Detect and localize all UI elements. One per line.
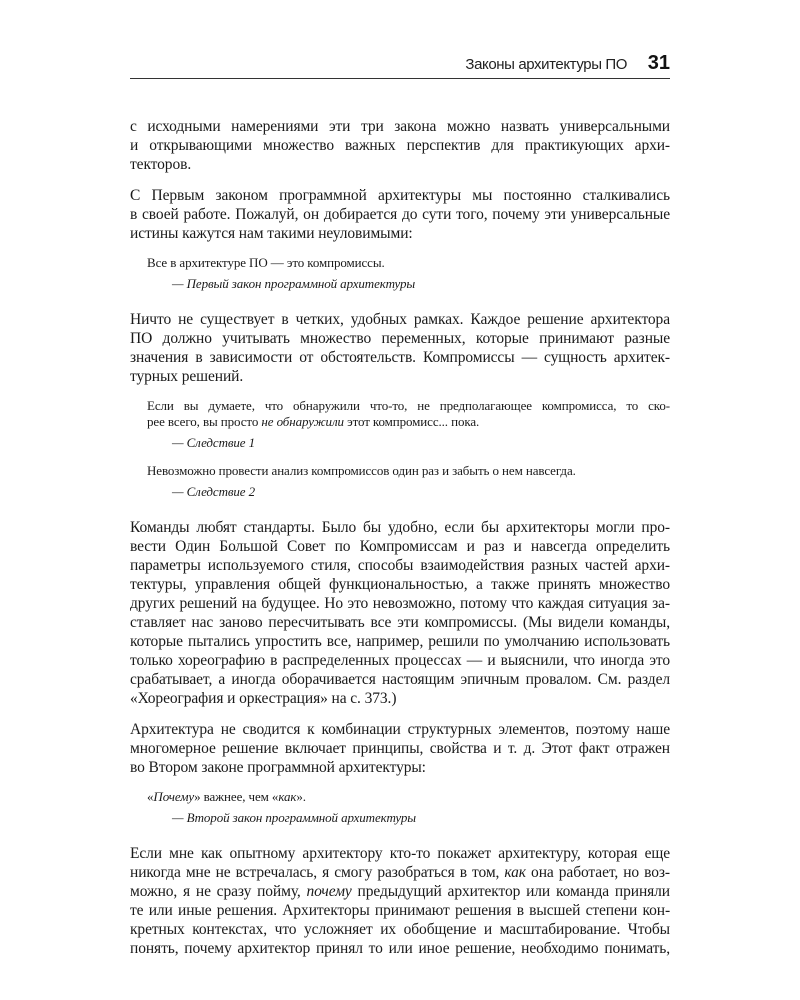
header-rule <box>130 78 670 79</box>
law-quote-1 <box>147 255 670 292</box>
quote-text: Если вы думаете, что обнаружили что-то, не предполагающее компромисса, то ско- <box>147 398 670 413</box>
text-line: многомерное решение включает принципы, свойства и т. д. Этот факт отражен <box>130 740 670 757</box>
quote-attribution: — Первый закон программной архитектуры <box>172 276 416 291</box>
text-line: понять, почему архитектор принял то или иное решение, необходимо понимать, <box>130 940 670 957</box>
emphasis: Почему <box>153 789 195 804</box>
emphasis: не обнаружили <box>261 414 344 429</box>
text-line: вести Один Большой Совет по Компромиссам и раз и навсегда определить <box>130 538 670 555</box>
text-line: кретных контекстах, что усложняет их обобщение и масштабирование. Чтобы <box>130 921 670 938</box>
text-line: срабатывает, а иногда оборачивается настоящим эпичным провалом. См. раздел <box>130 671 670 688</box>
text-line <box>130 882 670 901</box>
emphasis: почему <box>306 883 352 900</box>
quote-attribution: — Следствие 2 <box>172 484 256 499</box>
paragraph-2 <box>130 186 670 243</box>
text-line: которые пытались упростить все, например, решили по умолчанию использовать <box>130 633 670 650</box>
text-run: можно, я не сразу пойму, <box>130 883 307 900</box>
running-header <box>130 54 670 80</box>
page-number: 31 <box>647 52 670 74</box>
paragraph-1 <box>130 117 670 174</box>
paragraph-4 <box>130 518 670 708</box>
text-line: тектуры, управления общей функциональностью, а также принять множество <box>130 576 670 593</box>
corollary-2 <box>147 463 670 500</box>
text-run: этот компромисс... пока. <box>343 414 480 429</box>
text-line: ставляет нас заново пересчитывать все эти компромиссы. (Мы видели команды, <box>130 614 670 631</box>
text-line: текторов. <box>130 156 192 173</box>
text-line: параметры используемого стиля, способы взаимодействия разных частей архи- <box>130 557 670 574</box>
quote-attribution: — Второй закон программной архитектуры <box>172 810 417 825</box>
law-quote-2 <box>147 789 670 826</box>
text-run: никогда мне не встречалась, я смогу разобраться в том, <box>130 864 505 881</box>
quote-text <box>147 789 670 805</box>
text-line: Если мне как опытному архитектору кто-то покажет архитектуру, которая еще <box>130 845 670 862</box>
text-line: во Втором законе программной архитектуры: <box>130 759 426 776</box>
text-line: те или иные решения. Архитекторы принимают решения в высшей степени кон- <box>130 902 670 919</box>
quote-attribution: — Следствие 1 <box>172 435 256 450</box>
text-line: с исходными намерениями эти три закона можно назвать универсальными <box>130 118 670 135</box>
quote-text: Все в архитектуре ПО — это компромиссы. <box>147 255 385 270</box>
text-line: Ничто не существует в четких, удобных рамках. Каждое решение архитектора <box>130 311 670 328</box>
text-run: предыдущий архитектор или команда приняли <box>351 883 671 900</box>
text-line: Архитектура не сводится к комбинации структурных элементов, поэтому наше <box>130 721 670 738</box>
emphasis: как <box>278 789 297 804</box>
emphasis: как <box>504 864 526 881</box>
text-line: Команды любят стандарты. Было бы удобно, если бы архитекторы могли про- <box>130 519 670 536</box>
text-line: С Первым законом программной архитектуры мы постоянно сталкивались <box>130 187 670 204</box>
paragraph-5 <box>130 720 670 777</box>
text-run: ». <box>296 789 306 804</box>
text-line: «Хореография и оркестрация» на с. 373.) <box>130 690 397 707</box>
quote-text: Невозможно провести анализ компромиссов один раз и забыть о нем навсегда. <box>147 463 576 478</box>
page-body <box>130 117 670 970</box>
quote-text <box>147 414 670 430</box>
text-line: только хореографию в распределенных процессах — и выяснили, что иногда это <box>130 652 670 669</box>
text-line: в своей работе. Пожалуй, он добирается до сути того, почему эти универсальные <box>130 206 670 223</box>
text-run: она работает, но воз- <box>525 864 670 881</box>
header-title: Законы архитектуры ПО <box>465 56 627 73</box>
text-line: истины кажутся нам такими неуловимыми: <box>130 225 413 242</box>
text-run: рее всего, вы просто <box>147 414 262 429</box>
text-line: ПО должно учитывать множество переменных, которые принимают разные <box>130 330 670 347</box>
text-run: » важнее, чем « <box>194 789 279 804</box>
text-line <box>130 863 670 882</box>
text-line: и открывающими множество важных перспектив для практикующих архи- <box>130 137 670 154</box>
text-line: турных решений. <box>130 368 244 385</box>
paragraph-6 <box>130 844 670 958</box>
text-line: других решений на будущее. Но это невозможно, потому что каждая ситуация за- <box>130 595 670 612</box>
paragraph-3 <box>130 310 670 386</box>
text-line: значения в зависимости от обстоятельств. Компромиссы — сущность архитек- <box>130 349 670 366</box>
corollary-1 <box>147 398 670 451</box>
text-run: « <box>147 789 154 804</box>
